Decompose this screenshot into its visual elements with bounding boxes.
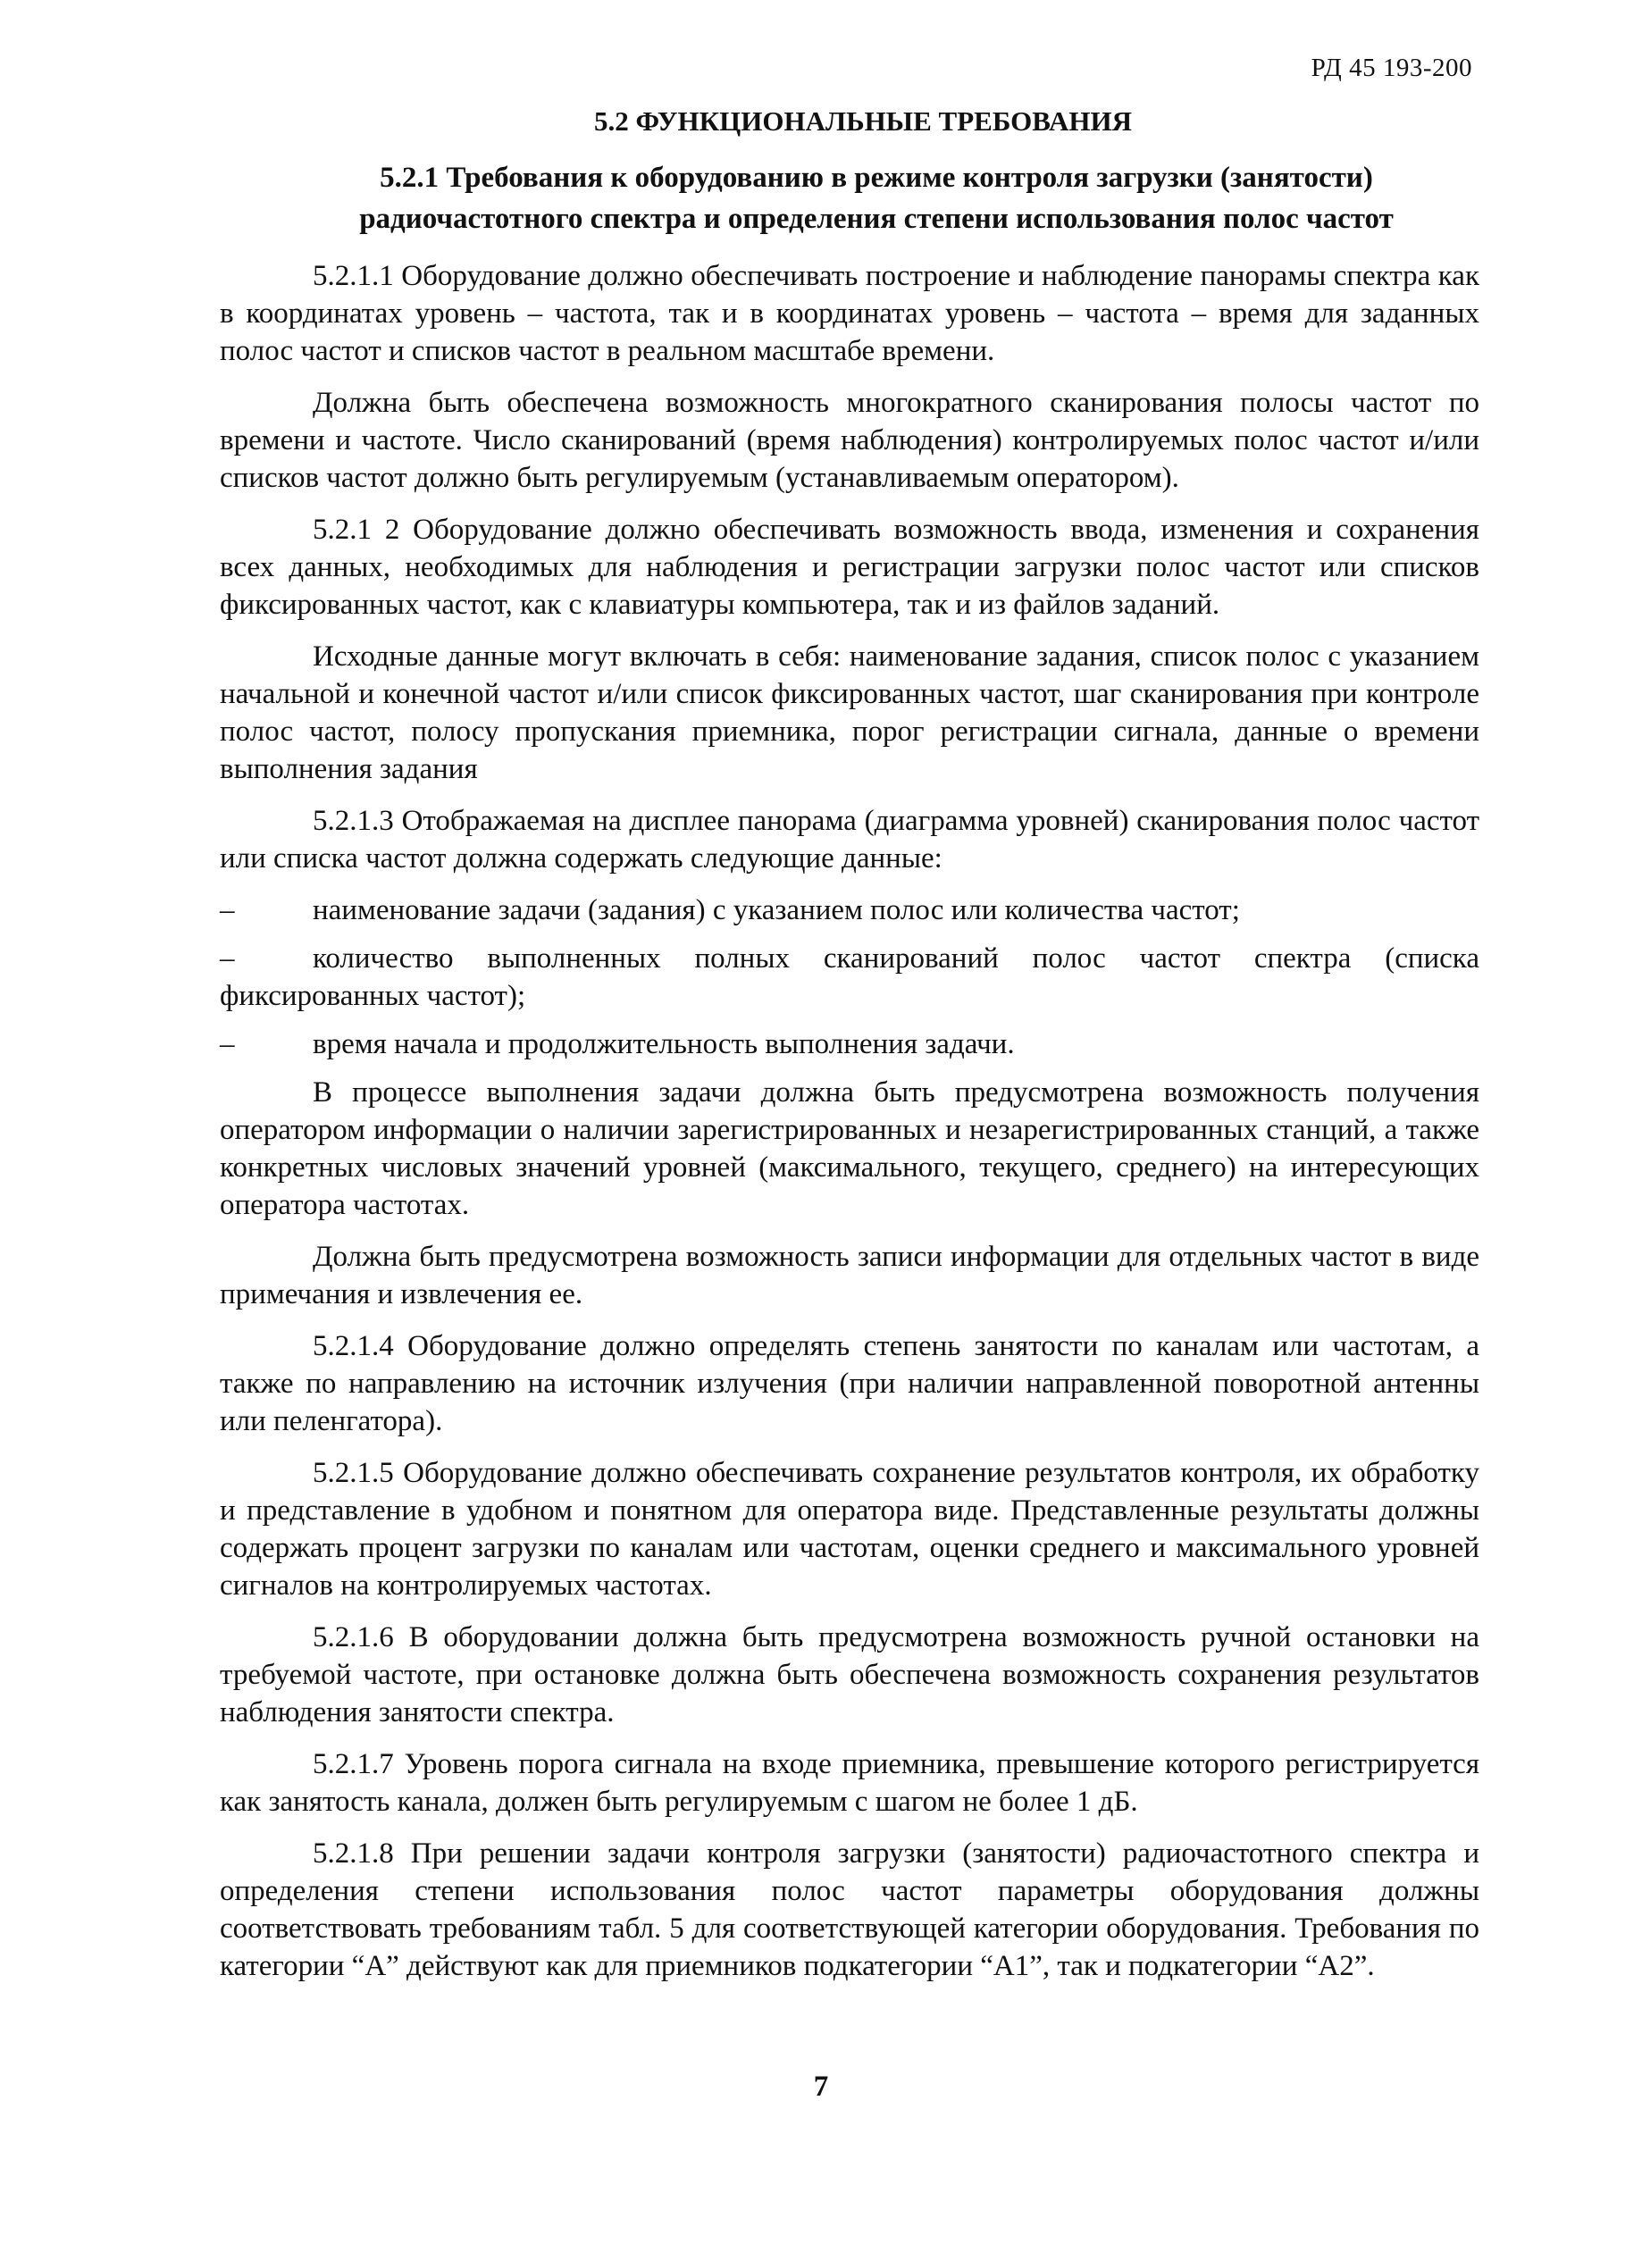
document-code: РД 45 193-200 [1311, 54, 1472, 82]
section-title: 5.2 ФУНКЦИОНАЛЬНЫЕ ТРЕБОВАНИЯ [594, 105, 1132, 137]
document-body [220, 105, 1479, 1999]
paragraph-5-2-1-8: 5.2.1.8 При решении задачи контроля загрузки (занятости) радиочастотного спектра и определения степени использования полос частот параметры оборудования должны соответствовать требованиям табл. 5 для соответствующей категории оборудования. Требования по категории “А” действуют как для приемников подкатегории “А1”, так и подкатегории “А2”. [220, 1837, 1479, 1982]
paragraph-5-2-1-1: 5.2.1.1 Оборудование должно обеспечивать построение и наблюдение панорамы спектра как в координатах уровень – частота, так и в координатах уровень – частота – время для заданных полос частот и списков частот в реальном масштабе времени. [220, 260, 1479, 367]
paragraph-operator-info: В процессе выполнения задачи должна быть предусмотрена возможность получения оператором информации о наличии зарегистрированных и незарегистрированных станций, а также конкретных числовых значений уровней (максимального, текущего, среднего) на интересующих оператора частотах. [220, 1076, 1479, 1221]
list-item: – наименование задачи (задания) с указанием полос или количества частот; [220, 891, 1479, 929]
page-number: 7 [813, 2071, 829, 2103]
list-item: – количество выполненных полных сканирований полос частот спектра (списка фиксированных частот); [220, 940, 1479, 1015]
paragraph-5-2-1-5: 5.2.1.5 Оборудование должно обеспечивать сохранение результатов контроля, их обработку и представление в удобном и понятном для оператора виде. Представленные результаты должны содержать процент загрузки по каналам или частотам, оценки среднего и максимального уровней сигналов на контролируемых частотах. [220, 1457, 1479, 1602]
paragraph-notes: Должна быть предусмотрена возможность записи информации для отдельных частот в виде примечания и извлечения ее. [220, 1241, 1479, 1310]
dash-marker: – [220, 894, 235, 926]
paragraph-5-2-1-6: 5.2.1.6 В оборудовании должна быть предусмотрена возможность ручной остановки на требуемой частоте, при остановке должна быть обеспечена возможность сохранения результатов наблюдения занятости спектра. [220, 1621, 1479, 1728]
subsection-title-line-1: 5.2.1 Требования к оборудованию в режиме контроля загрузки (занятости) [380, 162, 1373, 194]
subsection-title-line-2: радиочастотного спектра и определения степени использования полос частот [359, 203, 1394, 235]
paragraph-5-2-1-3: 5.2.1.3 Отображаемая на дисплее панорама (диаграмма уровней) сканирования полос частот или списка частот должна содержать следующие данные: [220, 805, 1479, 875]
list-item: – время начала и продолжительность выполнения задачи. [220, 1025, 1479, 1063]
paragraph-input-data: Исходные данные могут включать в себя: наименование задания, список полос с указанием начальной и конечной частот и/или список фиксированных частот, шаг сканирования при контроле полос частот, полосу пропускания приемника, порог регистрации сигнала, данные о времени выполнения задания [220, 640, 1479, 785]
paragraph-5-2-1-7: 5.2.1.7 Уровень порога сигнала на входе приемника, превышение которого регистрируется как занятость канала, должен быть регулируемым с шагом не более 1 дБ. [220, 1748, 1479, 1818]
dash-marker: – [220, 1028, 235, 1060]
display-data-list [220, 891, 1479, 1063]
paragraph-5-2-1-4: 5.2.1.4 Оборудование должно определять степень занятости по каналам или частотам, а также по направлению на источник излучения (при наличии направленной поворотной антенны или пеленгатора). [220, 1330, 1479, 1437]
paragraph-scanning: Должна быть обеспечена возможность многократного сканирования полосы частот по времени и частоте. Число сканирований (время наблюдения) контролируемых полос частот и/или списков частот должно быть регулируемым (устанавливаемым оператором). [220, 387, 1479, 494]
subsection-title [220, 157, 1479, 239]
dash-marker: – [220, 942, 235, 975]
paragraph-5-2-1-2: 5.2.1 2 Оборудование должно обеспечивать возможность ввода, изменения и сохранения всех данных, необходимых для наблюдения и регистрации загрузки полос частот или списков фиксированных частот, как с клавиатуры компьютера, так и из файлов заданий. [220, 514, 1479, 621]
